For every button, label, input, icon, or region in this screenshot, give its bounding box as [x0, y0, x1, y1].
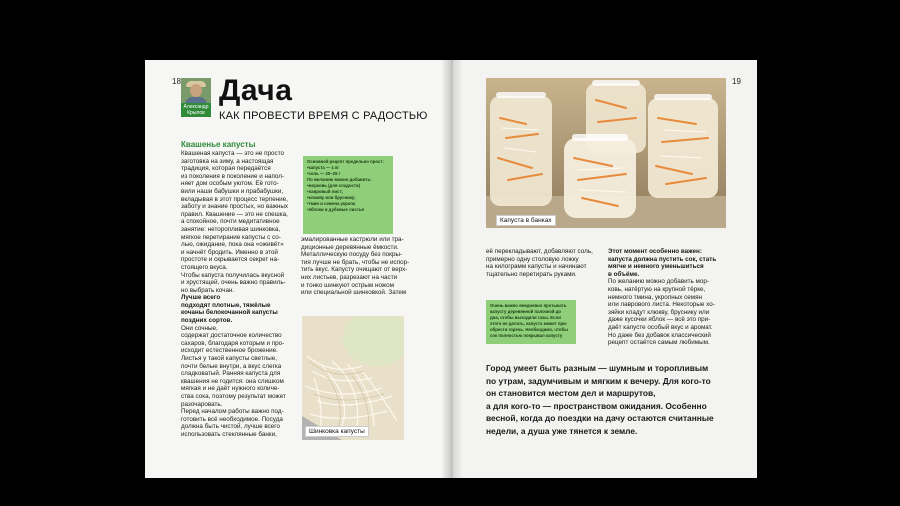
text-line: и хрустящей, очень важно правиль-: [181, 279, 286, 287]
bold-text-line: мягче и немного уменьшиться: [608, 263, 704, 271]
text-line: них листьев, разрезают на части: [301, 273, 398, 281]
magazine-spread: [145, 60, 757, 478]
text-line: содержат достаточное количество: [181, 332, 282, 340]
text-line: Квашеная капуста — это не просто: [181, 150, 285, 157]
text-line: немного тмина, укропных семян: [608, 293, 702, 301]
recipe-line: •тмин и семена укропа: [307, 201, 356, 206]
text-line: должна быть чистой, лучше всего: [181, 423, 280, 431]
left-page: [145, 60, 452, 478]
quote-line: весной, когда до поездки на дачу остаются считанные: [486, 413, 714, 424]
text-line: лью, ожидание, пока она «оживёт»: [181, 241, 284, 249]
bold-text-line: Этот момент особенно важен:: [608, 248, 702, 255]
right-column-1: [486, 248, 604, 278]
tip-line: обрести горечь. Необходимо, чтобы: [490, 327, 568, 332]
text-line: разочаровать.: [181, 400, 223, 408]
text-line: тия лучше не брать, чтобы не испор-: [301, 258, 410, 266]
text-line: простоте и скрывается секрет на-: [181, 256, 280, 264]
text-line: или специальной шинковкой. Затем: [301, 289, 407, 297]
text-line: но выбрать кочан.: [181, 286, 235, 294]
text-line: мягкая и не даёт нужного количе-: [181, 385, 280, 393]
text-line: вили наши бабушки и прабабушки,: [181, 187, 284, 195]
jars-illustration: [486, 78, 726, 228]
text-line: квашения не годится: она слишком: [181, 377, 284, 385]
text-line: на килограмм капусты и начинают: [486, 263, 587, 271]
text-line: Листья у такой капусты светлые,: [181, 355, 278, 363]
tip-line: сок полностью покрывал капусту: [490, 333, 563, 338]
recipe-line: По желанию можно добавить:: [307, 177, 372, 182]
page-number-left: 18: [172, 77, 181, 86]
recipe-line: •лавровый лист;: [307, 189, 343, 194]
bold-text-line: кочаны белокочанной капусты: [181, 309, 278, 317]
left-column-2: [301, 236, 413, 297]
section-title: Квашенье капусты: [181, 140, 256, 149]
text-line: даже кусочки яблок — всё это при-: [608, 316, 711, 324]
recipe-line: •яблоки и дубовые листья: [307, 207, 365, 212]
text-line: правил. Квашение — это не спешка,: [181, 210, 288, 218]
tip-line: капусту деревянной палочкой до: [490, 309, 562, 314]
author-name: Александр Крылов: [181, 103, 211, 117]
text-line: Они сочные,: [181, 324, 218, 332]
recipe-line: •морковь (для сладости): [307, 183, 361, 188]
left-column-1: [181, 150, 299, 439]
shredded-cabbage-illustration: [302, 316, 404, 440]
text-line: сладковатый. Ранняя капуста для: [181, 370, 281, 378]
text-line: тщательно перетирать руками.: [486, 270, 577, 278]
recipe-line: Основной рецепт предельно прост:: [307, 159, 384, 164]
text-line: из поколения в поколение и напол-: [181, 172, 284, 180]
text-line: традиция, которая передаётся: [181, 165, 271, 173]
text-line: заботу и знание простых, но важных: [181, 203, 289, 211]
page-subtitle: КАК ПРОВЕСТИ ВРЕМЯ С РАДОСТЬЮ: [219, 110, 428, 122]
tip-line: дна, чтобы выходили газы. Если: [490, 315, 561, 320]
text-line: тить вкус. Капусту очищают от верх-: [301, 266, 408, 274]
text-line: готовить всё необходимое. Посуда: [181, 415, 283, 423]
cabbage-jars-photo: [486, 78, 726, 228]
text-line: а спокойное, почти медитативное: [181, 218, 280, 226]
text-line: Чтобы капуста получилась вкусной: [181, 271, 285, 279]
quote-line: Город умеет быть разным — шумным и торопливым: [486, 363, 709, 373]
text-line: Металлическую посуду без покры-: [301, 251, 403, 259]
book-gutter: [441, 60, 463, 478]
recipe-line: •клюкву или бруснику;: [307, 195, 356, 200]
text-line: исходит естественное брожение.: [181, 347, 278, 355]
page-title: Дача: [219, 74, 293, 107]
recipe-box: [303, 156, 393, 234]
quote-line: он становится местом дел и маршрутов,: [486, 388, 656, 399]
bold-text-line: в объёме.: [608, 270, 640, 278]
quote-line: недели, а душа уже тянется к земле.: [486, 425, 638, 436]
text-line: мягкое перетирание капусты с со-: [181, 233, 281, 241]
bold-text-line: подходят плотные, тяжёлые: [181, 301, 271, 309]
text-line: ковь, натёртую на крупной тёрке,: [608, 285, 706, 293]
recipe-line: •соль — 20–25 г: [307, 171, 341, 176]
bold-text-line: капуста должна пустить сок, стать: [608, 255, 717, 263]
quote-line: по утрам, задумчивым и мягким к вечеру. Для кого-то: [486, 375, 711, 386]
photo-caption-right: Капуста в банках: [496, 215, 556, 226]
text-line: занятие: неторопливая шинковка,: [181, 225, 281, 233]
text-line: По желанию можно добавить мор-: [608, 278, 709, 286]
text-line: использовать стеклянные банки,: [181, 430, 277, 438]
tip-line: этого не делать, капуста может при-: [490, 321, 568, 326]
text-line: вкладывая в этот процесс терпение,: [181, 195, 288, 203]
text-line: и тонко шинкуют острым ножом: [301, 281, 394, 289]
text-line: няет дом особым уютом. Её гото-: [181, 180, 279, 188]
text-line: почти белые внутри, а вкус слегка: [181, 362, 282, 370]
text-line: диционные деревянные ёмкости.: [301, 243, 399, 251]
text-line: примерно одну столовую ложку: [486, 255, 579, 263]
text-line: сахаров, благодаря которым и про-: [181, 339, 285, 347]
text-line: Но даже без добавок классический: [608, 331, 711, 339]
bold-text-line: Лучше всего: [181, 294, 221, 302]
cabbage-shredding-photo: [302, 316, 404, 440]
photo-caption-left: Шинковка капусты: [305, 426, 369, 437]
text-line: и начнёт бродить. Именно в этой: [181, 248, 278, 256]
quote-line: а для кого-то — пространством ожидания. Особенно: [486, 400, 707, 411]
text-line: эмалированные кастрюли или тра-: [301, 236, 404, 243]
text-line: её перекладывают, добавляют соль,: [486, 248, 593, 255]
text-line: даёт капусте особый вкус и аромат.: [608, 323, 713, 331]
right-page: [452, 60, 757, 478]
text-line: заготовка на зиму, а настоящая: [181, 157, 274, 165]
text-line: зяйки кладут клюкву, бруснику или: [608, 308, 710, 316]
text-line: или лаврового листа. Некоторые хо-: [608, 301, 715, 309]
text-line: ства сока, поэтому результат может: [181, 393, 286, 400]
text-line: Перед началом работы важно под-: [181, 408, 284, 416]
text-line: стоящего вкуса.: [181, 263, 228, 271]
pull-quote: [486, 362, 726, 438]
tip-box: [486, 300, 576, 344]
page-number-right: 19: [732, 77, 741, 86]
text-line: рецепт остаётся самым любимым.: [608, 339, 710, 347]
bold-text-line: поздних сортов.: [181, 317, 233, 325]
recipe-line: •капуста — 1 кг: [307, 165, 340, 170]
right-column-2: [608, 248, 726, 347]
tip-line: Очень важно ежедневно протыкать: [490, 303, 567, 308]
